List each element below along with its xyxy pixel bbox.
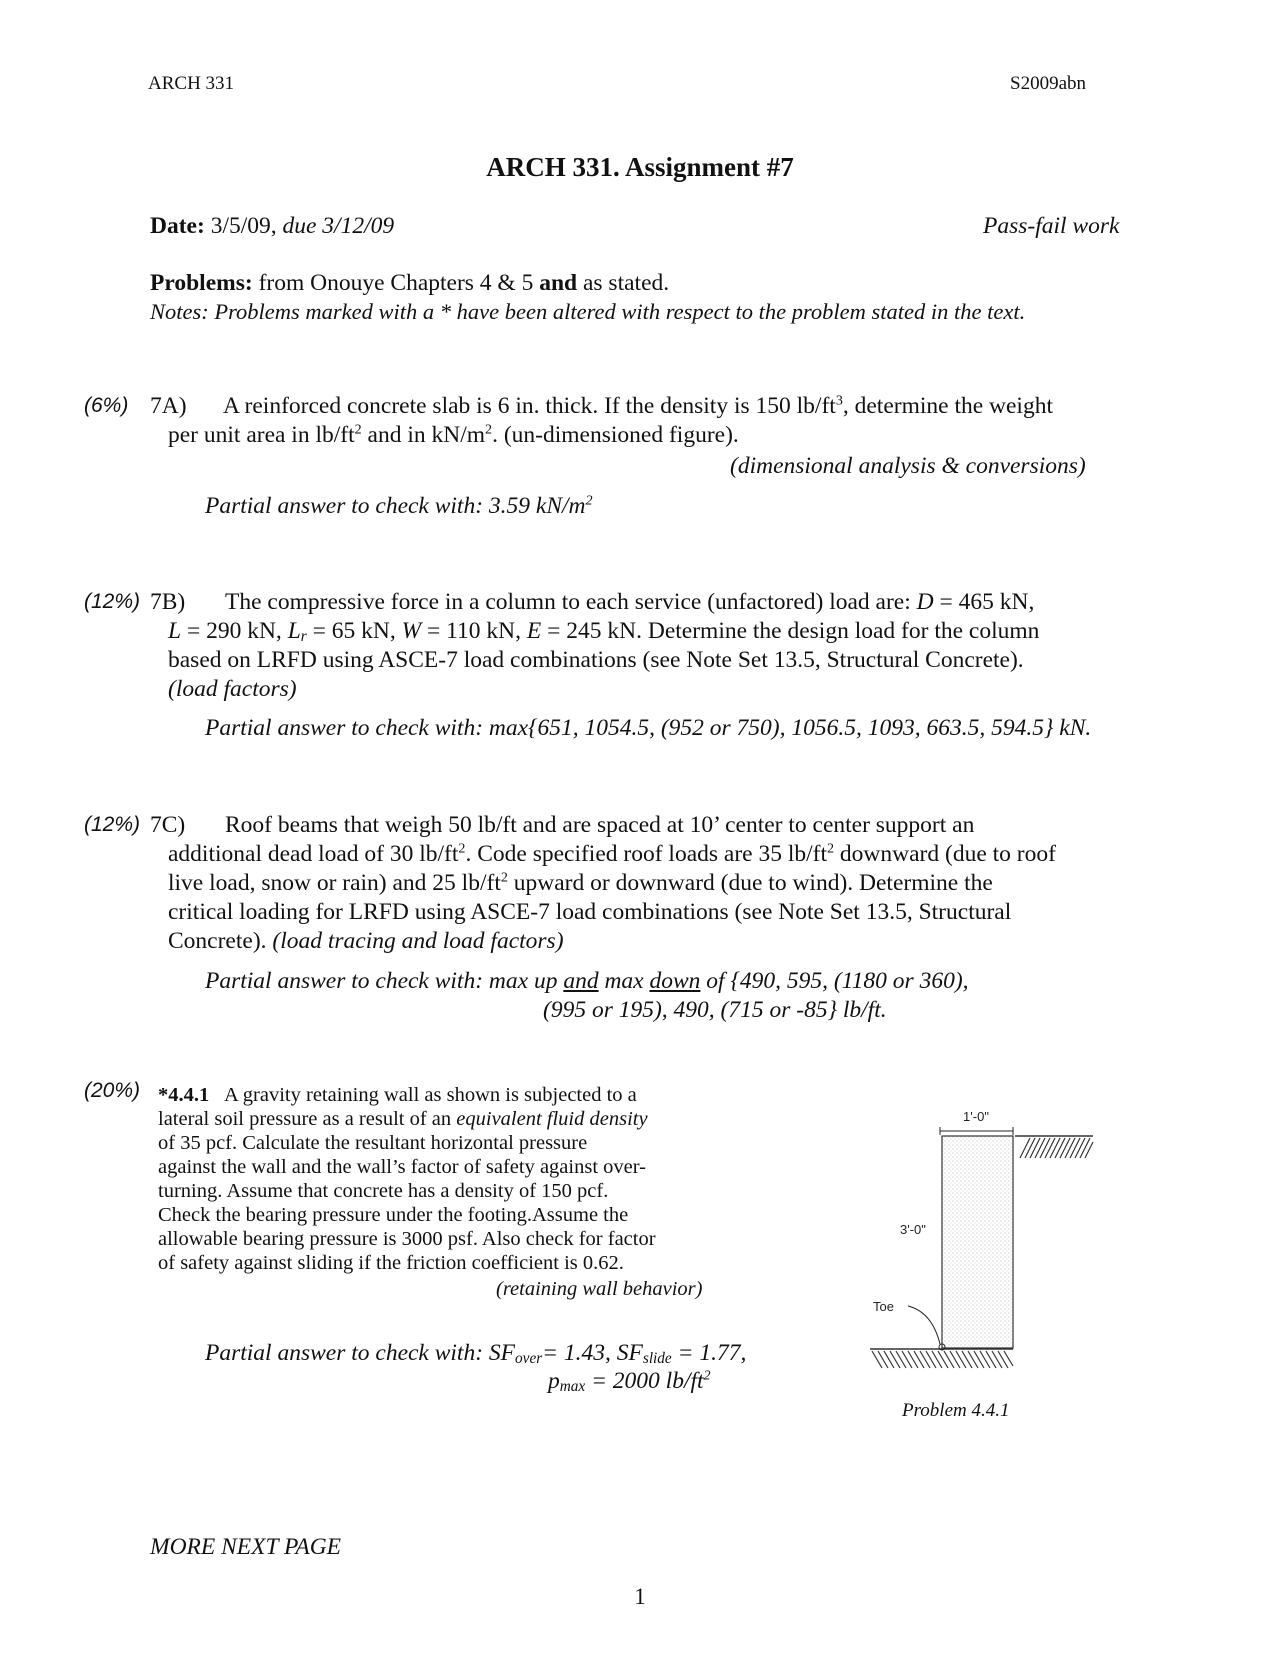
problem-7c-answer: Partial answer to check with: max up and max down of {490, 595, (1180 or 360), — [205, 968, 969, 994]
problem-441-number: *4.4.1 — [158, 1084, 210, 1106]
problem-441-answer: Partial answer to check with: $SF_{over}= 1.43$, $SF_{slide} = 1.77$, — [205, 1340, 747, 1368]
problem-441-line5: turning. Assume that concrete has a density of 150 pcf. — [158, 1180, 609, 1202]
problem-7a-line2: per unit area in $lb/ft^2$ and in $kN/m^2$. (un-dimensioned figure). — [168, 421, 739, 448]
problem-441-line4: against the wall and the wall’s factor of safety against over- — [158, 1156, 646, 1178]
figure-caption: Problem 4.4.1 — [902, 1400, 1010, 1421]
weight-441: (20%) — [84, 1079, 141, 1102]
problems-stated: as stated. — [582, 270, 670, 296]
problem-7c-line5: Concrete). (load tracing and load factors) — [168, 928, 564, 954]
problems-and: and — [539, 270, 578, 296]
problem-7b-line2: L = 290 kN, $L_r = 65$ kN, W = 110 kN, E = 245 kN. Determine the design load for the column — [168, 618, 1040, 646]
problem-441-line6: Check the bearing pressure under the footing.Assume the — [158, 1204, 629, 1226]
problem-7a-topic: (dimensional analysis & conversions) — [730, 453, 1086, 479]
problem-7a-answer: Partial answer to check with: 3.59 $kN/m^2$ — [205, 492, 593, 519]
ground-hatch — [870, 1349, 1013, 1368]
date-value: 3/5/09, — [210, 213, 277, 239]
problem-7a-line1: A reinforced concrete slab is 6 in. thick. If the density is 150 $lb/ft^3$, determine the weight — [223, 392, 1053, 419]
grading-type: Pass-fail work — [983, 213, 1120, 239]
weight-7c: (12%) — [84, 813, 141, 836]
page-number: 1 — [634, 1584, 646, 1609]
problem-441-answer-line2: $p_{max} = 2000$ $lb/ft^2$ — [548, 1367, 711, 1396]
problem-7b-topic: (load factors) — [168, 676, 297, 702]
retaining-wall — [942, 1136, 1013, 1348]
side-dimension-label: 3'-0" — [900, 1222, 926, 1237]
weight-7a: (6%) — [84, 394, 129, 417]
toe-pointer — [908, 1306, 940, 1344]
problem-7c-line2: additional dead load of 30 $lb/ft^2$. Code specified roof loads are 35 $lb/ft^2$ downward (due to roof — [168, 840, 1056, 867]
more-next-page: MORE NEXT PAGE — [150, 1534, 342, 1560]
date-label: Date: — [150, 213, 205, 239]
notes-line: Notes: Problems marked with a * have been altered with respect to the problem stated in the text. — [150, 299, 1026, 324]
problem-7c-number: 7C) — [150, 812, 186, 838]
problems-line — [150, 269, 669, 298]
page-title: ARCH 331. Assignment #7 — [486, 152, 794, 182]
course-code-header: ARCH 331 — [148, 73, 235, 94]
problem-7b-number: 7B) — [150, 589, 186, 615]
toe-label: Toe — [873, 1299, 894, 1314]
problem-7c-line3: live load, snow or rain) and 25 $lb/ft^2$ upward or downward (due to wind). Determine the — [168, 869, 993, 896]
retained-soil-hatch — [1015, 1136, 1093, 1158]
problem-441-line1: A gravity retaining wall as shown is subjected to a — [224, 1084, 637, 1106]
problem-441-line7: allowable bearing pressure is 3000 psf. Also check for factor — [158, 1228, 656, 1250]
due-date: due 3/12/09 — [282, 213, 395, 239]
problem-441-line8: of safety against sliding if the friction coefficient is 0.62. — [158, 1252, 624, 1274]
problem-7b-answer: Partial answer to check with: max{651, 1054.5, (952 or 750), 1056.5, 1093, 663.5, 594.5} kN. — [205, 715, 1092, 741]
problems-label: Problems: — [150, 270, 253, 296]
problem-7c-answer-line2: (995 or 195), 490, (715 or -85} lb/ft. — [543, 997, 887, 1023]
retaining-wall-figure — [860, 1100, 1100, 1370]
problem-7c-line4: critical loading for LRFD using ASCE-7 load combinations (see Note Set 13.5, Structural — [168, 899, 1012, 925]
term-code-header: S2009abn — [1010, 73, 1086, 94]
problems-source: from Onouye Chapters 4 & 5 — [258, 270, 534, 296]
problem-7b-line3: based on LRFD using ASCE-7 load combinations (see Note Set 13.5, Structural Concrete). — [168, 647, 1024, 673]
weight-7b: (12%) — [84, 590, 141, 613]
problem-7b-line1: The compressive force in a column to each service (unfactored) load are: D = 465 kN, — [225, 589, 1035, 615]
top-dimension-label: 1'-0" — [963, 1109, 989, 1124]
problem-7a-number: 7A) — [150, 393, 187, 419]
problem-441-line3: of 35 pcf. Calculate the resultant horizontal pressure — [158, 1132, 588, 1154]
problem-441-topic: (retaining wall behavior) — [496, 1278, 703, 1300]
problem-7c-line1: Roof beams that weigh 50 lb/ft and are spaced at 10’ center to center support an — [225, 812, 975, 838]
date-line — [150, 212, 394, 241]
problem-441-line2: lateral soil pressure as a result of an equivalent fluid density — [158, 1108, 648, 1130]
